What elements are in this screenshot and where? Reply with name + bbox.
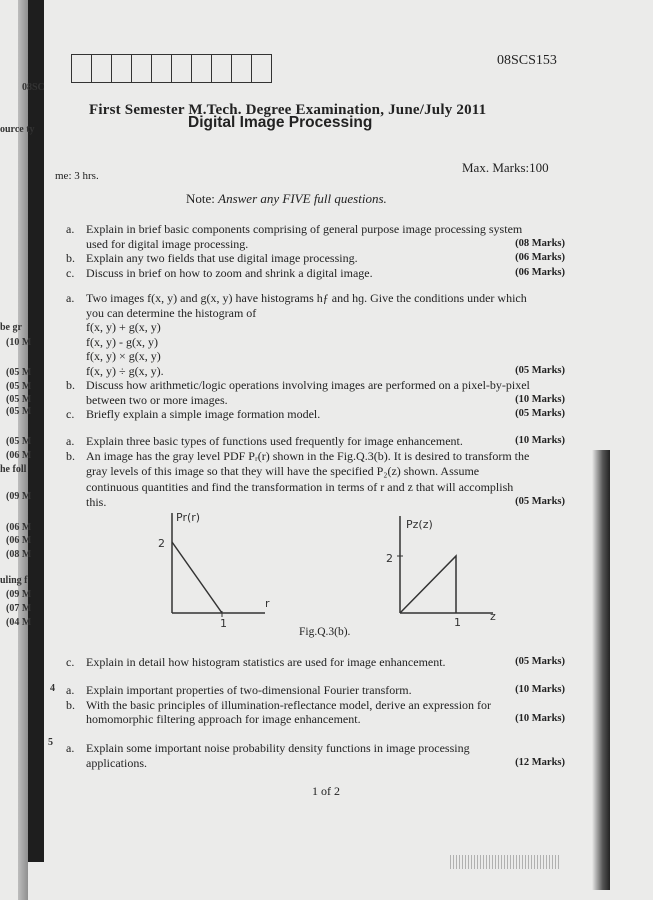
usn-cell: [132, 55, 152, 82]
usn-cell: [172, 55, 192, 82]
scan-right-shadow: [592, 450, 610, 890]
question-label: b.: [66, 251, 75, 265]
margin-fragment: (10 M: [6, 337, 32, 348]
marks: (05 Marks): [515, 656, 565, 667]
question-text: f(x, y) - g(x, y): [86, 334, 158, 349]
question-text: Explain in detail how histogram statistics are used for image enhancement.: [86, 655, 446, 669]
margin-fragment: (06 M: [6, 522, 32, 533]
marks: (06 Marks): [515, 266, 565, 278]
subject-title: Digital Image Processing: [188, 114, 373, 131]
question-label: a.: [66, 222, 75, 236]
question-text: applications.: [86, 755, 147, 770]
question-text: f(x, y) + g(x, y): [86, 320, 161, 334]
margin-fragment: he foll: [0, 464, 27, 475]
question-text: Explain important properties of two-dimensional Fourier transform.: [86, 683, 412, 697]
margin-fragment: (07 M: [6, 603, 32, 614]
question-text: With the basic principles of illumination-reflectance model, derive an expression for: [86, 697, 492, 712]
question-text: homomorphic filtering approach for image enhancement.: [86, 712, 361, 726]
usn-cell: [252, 55, 271, 82]
question-label: c.: [66, 265, 75, 280]
question-text: Discuss in brief on how to zoom and shrink a digital image.: [86, 265, 373, 280]
marks: (05 Marks): [515, 408, 565, 419]
usn-cell: [92, 55, 112, 82]
marks: (05 Marks): [515, 364, 565, 376]
question-text: f(x, y) × g(x, y): [86, 349, 161, 363]
usn-box-grid: [71, 54, 272, 83]
marks: (08 Marks): [515, 237, 565, 249]
marks: (10 Marks): [515, 393, 565, 405]
question-text: this.: [86, 495, 107, 509]
margin-fragment: (05 M: [6, 381, 32, 392]
question-label: b.: [66, 448, 75, 463]
question-text: gray levels of this image so that they will have the specified P₂(z) shown. Assume: [86, 464, 480, 478]
question-text: An image has the gray level PDF Pᵣ(r) shown in the Fig.Q.3(b). It is desired to transform the: [86, 448, 530, 463]
question-label: a.: [66, 741, 75, 755]
right-graph-title: Pz(z): [406, 518, 433, 531]
margin-fragment: 5: [48, 737, 53, 748]
question-text: Two images f(x, y) and g(x, y) have histograms hƒ and hɡ. Give the conditions under which: [86, 291, 527, 305]
figure-pz-graph: [378, 508, 508, 628]
margin-fragment: (09 M: [6, 589, 32, 600]
usn-cell: [232, 55, 252, 82]
margin-fragment: (06 M: [6, 535, 32, 546]
question-label: a.: [66, 291, 75, 305]
margin-fragment: uling f: [0, 575, 28, 586]
margin-fragment: (04 M: [6, 617, 32, 628]
figure-pr-graph: [140, 505, 290, 630]
marks: (10 Marks): [515, 435, 565, 446]
marks: (06 Marks): [515, 252, 565, 263]
scan-noise: [450, 855, 560, 869]
usn-cell: [112, 55, 132, 82]
question-label: a.: [66, 683, 75, 697]
question-text: f(x, y) ÷ g(x, y).: [86, 363, 164, 378]
margin-fragment: (08 M: [6, 549, 32, 560]
usn-cell: [152, 55, 172, 82]
question-label: b.: [66, 378, 75, 392]
question-text: Explain any two fields that use digital image processing.: [86, 251, 358, 265]
left-y-tick: 2: [158, 537, 165, 550]
marks: (12 Marks): [515, 756, 565, 768]
question-text: Explain some important noise probability density functions in image processing: [86, 741, 470, 755]
margin-fragment: (05 M: [6, 394, 32, 405]
usn-cell: [192, 55, 212, 82]
question-label: b.: [66, 697, 75, 712]
left-x-tick: 1: [220, 617, 227, 630]
margin-fragment: ource ty: [0, 124, 35, 135]
question-text: you can determine the histogram of: [86, 305, 257, 320]
question-text: Discuss how arithmetic/logic operations involving images are performed on a pixel-by-pixel: [86, 378, 530, 392]
question-text: between two or more images.: [86, 392, 228, 407]
margin-fragment: 4: [50, 683, 55, 694]
note: Note: Answer any FIVE full questions.: [186, 191, 387, 206]
question-text: Explain in brief basic components comprising of general purpose image processing system: [86, 222, 523, 236]
margin-fragment: (05 M: [6, 436, 32, 447]
marks: (10 Marks): [515, 684, 565, 695]
question-text: continuous quantities and find the transformation in terms of r and z that will accomplish: [86, 479, 514, 494]
question-text: Explain three basic types of functions used frequently for image enhancement.: [86, 434, 463, 448]
paper-code: 08SCS153: [497, 53, 557, 68]
figure-caption: Fig.Q.3(b).: [299, 626, 351, 638]
page-number: 1 of 2: [312, 784, 340, 798]
right-x-tick: 1: [454, 616, 461, 628]
margin-fragment: (09 M: [6, 491, 32, 502]
margin-fragment: be gr: [0, 322, 22, 333]
right-y-tick: 2: [386, 552, 393, 565]
marks: (10 Marks): [515, 713, 565, 724]
left-graph-title: Pr(r): [176, 511, 201, 524]
time-allowed: me: 3 hrs.: [55, 170, 99, 182]
usn-cell: [212, 55, 232, 82]
question-label: a.: [66, 434, 75, 448]
marks: (05 Marks): [515, 496, 565, 507]
usn-cell: [72, 55, 92, 82]
max-marks: Max. Marks:100: [462, 160, 549, 175]
left-axis-label: r: [265, 597, 270, 610]
question-label: c.: [66, 655, 75, 669]
question-text: used for digital image processing.: [86, 236, 249, 251]
margin-fragment: (05 M: [6, 367, 32, 378]
margin-fragment: (05 M: [6, 406, 32, 417]
margin-fragment: (06 M: [6, 450, 32, 461]
exam-title: First Semester M.Tech. Degree Examination, June/July 2011: [89, 102, 487, 118]
question-text: Briefly explain a simple image formation model.: [86, 407, 321, 421]
margin-fragment: 08SC: [22, 82, 45, 93]
right-axis-label: z: [490, 610, 496, 623]
question-label: c.: [66, 407, 75, 421]
